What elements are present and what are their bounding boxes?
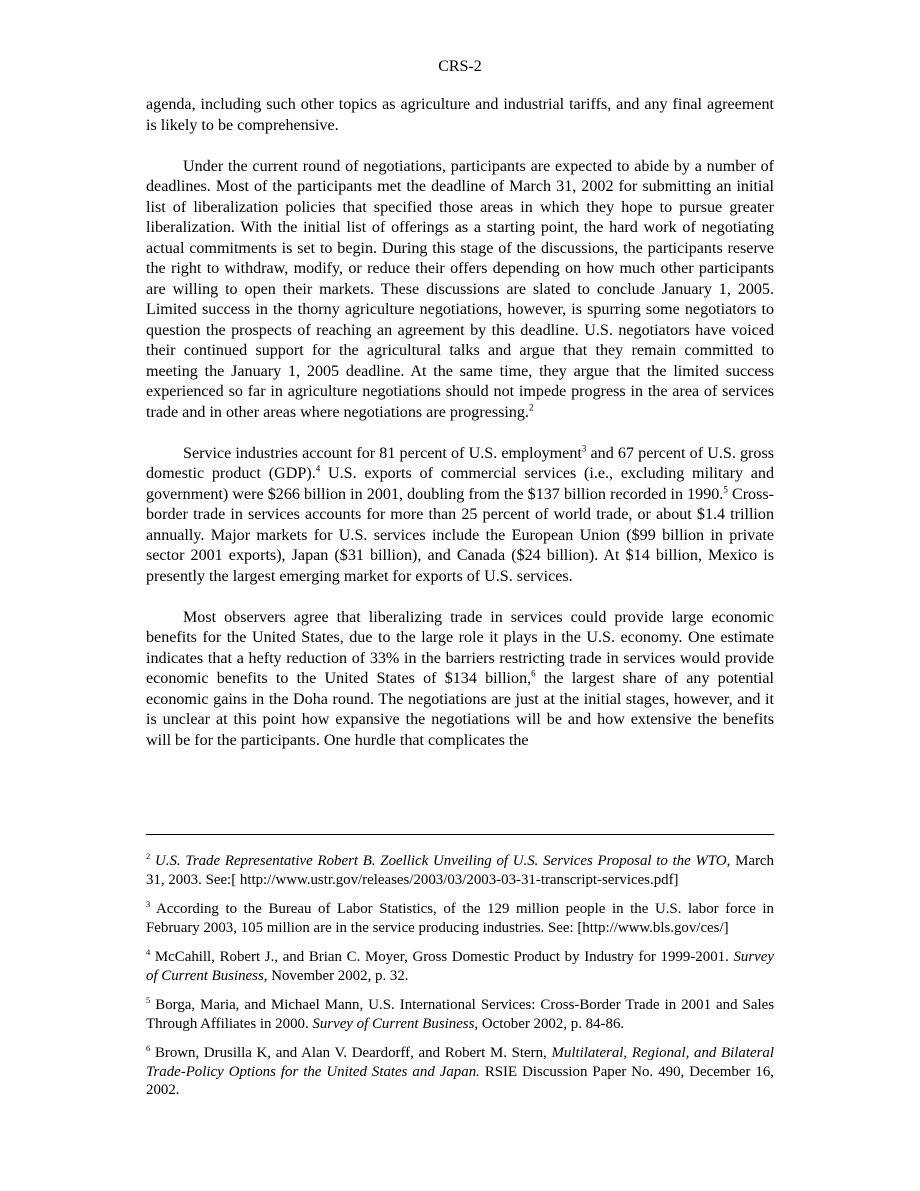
footnote-4 — [146, 948, 774, 985]
footnote-title: U.S. Trade Representative Robert B. Zoellick Unveiling of U.S. Services Proposal to the WTO — [154, 853, 727, 869]
paragraph-text: Most observers agree that liberalizing trade in services could provide large economic benefits for the United States, due to the large role it plays in the U.S. economy. One estimate indicates that a hefty reduction of 33% in the barriers restricting trade in services would provide economic benefits to the United States of $134 billion, — [146, 608, 774, 687]
footnote-text: RSIE Discussion Paper No. 490, December 16, 2002. — [146, 1063, 774, 1098]
footnote-text: McCahill, Robert J., and Brian C. Moyer, Gross Domestic Product by Industry for 1999-2001. — [150, 949, 734, 965]
paragraph-text: agenda, including such other topics as agriculture and industrial tariffs, and any final agreement is likely to be comprehensive. — [146, 96, 774, 134]
footnote-text: , November 2002, p. 32. — [263, 967, 409, 984]
footnote-divider — [146, 834, 774, 835]
footnote-ref[interactable]: 4 — [315, 463, 321, 474]
footnote-ref[interactable]: 2 — [528, 402, 534, 413]
footnotes — [146, 852, 774, 1111]
footnote-5 — [146, 996, 774, 1033]
footnote-number: 5 — [146, 995, 151, 1006]
footnote-number: 2 — [146, 851, 151, 862]
footnote-ref[interactable]: 3 — [581, 443, 587, 454]
paragraph-text: and 67 percent of U.S. gross domestic product (GDP). — [146, 444, 774, 482]
footnote-title: Survey of Current Business — [146, 949, 774, 984]
footnote-ref[interactable]: 6 — [531, 668, 536, 679]
paragraph-service-industries — [146, 444, 774, 588]
paragraph-text: U.S. exports of commercial services (i.e., excluding military and government) were $266 billion in 2001, doubling from the $137 billion recorded in 1990. — [146, 465, 774, 503]
footnote-6 — [146, 1044, 774, 1100]
paragraph-text: Under the current round of negotiations, participants are expected to abide by a number of deadlines. Most of the participants met the deadline of March 31, 2002 for submitting an initial list of liberalization policies that specified those areas in which they hope to pursue greater liberalization. With the initial list of offerings as a starting point, the hard work of negotiating actual commitments is set to begin. During this stage of the discussions, the participants reserve the right to withdraw, modify, or reduce their offers depending on how much other participants are willing to open their markets. These discussions are slated to conclude January 1, 2005. Limited success in the thorny agriculture negotiations, however, is spurring some negotiators to question the prospects of reaching an agreement by this deadline. U.S. negotiators have voiced their continued support for the agricultural talks and argue that they remain committed to meeting the January 1, 2005 deadline. At the same time, they argue that the limited success experienced so far in agriculture negotiations should not impede progress in the area of services trade and in other areas where negotiations are progressing. — [146, 157, 774, 421]
body-text — [146, 95, 774, 772]
footnote-text: Borga, Maria, and Michael Mann, U.S. International Services: Cross-Border Trade in 2001 and Sales Through Affiliates in 2000. — [146, 997, 774, 1032]
paragraph-continuation — [146, 95, 774, 136]
footnote-number: 4 — [146, 947, 151, 958]
footnote-text: , October 2002, p. 84-86. — [474, 1015, 625, 1032]
footnote-text: According to the Bureau of Labor Statistics, of the 129 million people in the U.S. labor force in February 2003, 105 million are in the service producing industries. See: [http://www.bls.gov/ces/] — [146, 901, 774, 936]
paragraph-text: Service industries account for 81 percent of U.S. employment — [183, 444, 582, 462]
paragraph-benefits — [146, 608, 774, 752]
page-header: CRS-2 — [438, 58, 482, 75]
paragraph-text: the largest share of any potential economic gains in the Doha round. The negotiations are just at the initial stages, however, and it is unclear at this point how expansive the negotiations will be and how extensive the benefits will be for the participants. One hurdle that complicates the — [146, 670, 774, 749]
footnote-ref[interactable]: 5 — [723, 484, 728, 495]
footnote-text: Brown, Drusilla K, and Alan V. Deardorff, and Robert M. Stern, — [150, 1045, 552, 1061]
footnote-text: , March 31, 2003. See:[ http://www.ustr.gov/releases/2003/03/2003-03-31-transcript-services.pdf] — [146, 853, 774, 888]
footnote-title: Multilateral, Regional, and Bilateral Trade-Policy Options for the United States and Japan. — [146, 1045, 774, 1080]
footnote-number: 6 — [146, 1043, 151, 1054]
footnote-2 — [146, 852, 774, 889]
paragraph-text: Cross-border trade in services accounts for more than 25 percent of world trade, or about $1.4 trillion annually. Major markets for U.S. services include the European Union ($99 billion in private sector 2001 exports), Japan ($31 billion), and Canada ($24 billion). At $14 billion, Mexico is presently the largest emerging market for exports of U.S. services. — [146, 485, 774, 585]
paragraph-deadlines — [146, 157, 774, 424]
footnote-number: 3 — [146, 899, 151, 910]
footnote-title: Survey of Current Business — [312, 1015, 475, 1032]
footnote-3 — [146, 900, 774, 937]
